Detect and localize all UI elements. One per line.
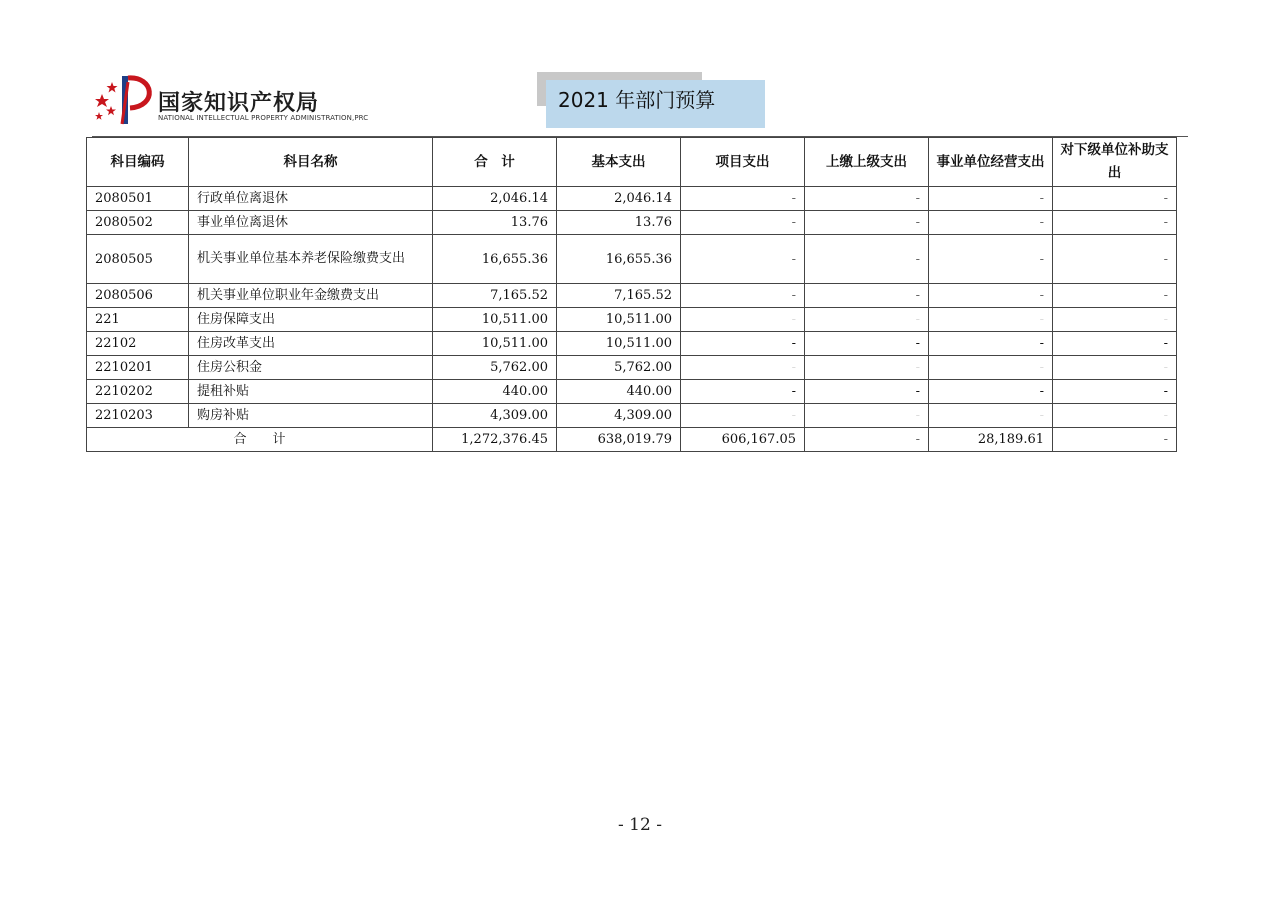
total-cell-total: 1,272,376.45 [433,428,557,452]
cell-name: 住房保障支出 [189,308,433,332]
cell-subsidy: - [1053,332,1177,356]
cell-subsidy: - [1053,404,1177,428]
cell-business: - [929,308,1053,332]
cell-total: 16,655.36 [433,235,557,284]
cell-upper: - [805,356,929,380]
cell-project: - [681,284,805,308]
col-header-upper: 上缴上级支出 [805,138,929,187]
cell-name: 住房公积金 [189,356,433,380]
cell-business: - [929,404,1053,428]
cell-basic: 7,165.52 [557,284,681,308]
cell-upper: - [805,380,929,404]
table-row [87,235,1177,284]
table-row [87,356,1177,380]
page-number: - 12 - [618,815,662,835]
cell-total: 7,165.52 [433,284,557,308]
total-label: 合 计 [87,428,433,452]
cell-subsidy: - [1053,187,1177,211]
table-row [87,404,1177,428]
cell-subsidy: - [1053,380,1177,404]
col-header-name: 科目名称 [189,138,433,187]
cell-code: 2080502 [87,211,189,235]
total-cell-project: 606,167.05 [681,428,805,452]
cell-upper: - [805,332,929,356]
cell-basic: 2,046.14 [557,187,681,211]
logo-en-text: NATIONAL INTELLECTUAL PROPERTY ADMINISTRATION,PRC [158,114,369,122]
cell-subsidy: - [1053,284,1177,308]
cell-basic: 13.76 [557,211,681,235]
cell-upper: - [805,308,929,332]
cell-name: 行政单位离退休 [189,187,433,211]
table-row [87,332,1177,356]
cell-code: 22102 [87,332,189,356]
cell-basic: 16,655.36 [557,235,681,284]
cell-business: - [929,332,1053,356]
cell-subsidy: - [1053,356,1177,380]
cell-name: 机关事业单位基本养老保险缴费支出 [189,235,433,284]
total-cell-business: 28,189.61 [929,428,1053,452]
total-row [87,428,1177,452]
cell-project: - [681,332,805,356]
cell-code: 2210201 [87,356,189,380]
cell-project: - [681,235,805,284]
nipa-logo [92,72,402,128]
cell-project: - [681,308,805,332]
cell-total: 440.00 [433,380,557,404]
col-header-subsidy: 对下级单位补助支出 [1053,138,1177,187]
cell-business: - [929,380,1053,404]
cell-total: 13.76 [433,211,557,235]
total-cell-basic: 638,019.79 [557,428,681,452]
logo-cn-text: 国家知识产权局 [158,91,320,116]
cell-name: 提租补贴 [189,380,433,404]
cell-code: 2080506 [87,284,189,308]
cell-project: - [681,380,805,404]
budget-table [86,137,1177,452]
cell-code: 2210202 [87,380,189,404]
cell-name: 住房改革支出 [189,332,433,356]
cell-subsidy: - [1053,308,1177,332]
cell-business: - [929,211,1053,235]
cell-upper: - [805,404,929,428]
cell-name: 机关事业单位职业年金缴费支出 [189,284,433,308]
cell-basic: 4,309.00 [557,404,681,428]
cell-total: 2,046.14 [433,187,557,211]
cell-subsidy: - [1053,235,1177,284]
cell-project: - [681,211,805,235]
cell-code: 2080505 [87,235,189,284]
cell-business: - [929,235,1053,284]
table-header-row [87,138,1177,187]
table-row [87,211,1177,235]
cell-business: - [929,284,1053,308]
col-header-basic: 基本支出 [557,138,681,187]
cell-basic: 10,511.00 [557,308,681,332]
cell-project: - [681,187,805,211]
cell-subsidy: - [1053,211,1177,235]
cell-upper: - [805,211,929,235]
cell-basic: 5,762.00 [557,356,681,380]
cell-basic: 10,511.00 [557,332,681,356]
cell-name: 事业单位离退休 [189,211,433,235]
cell-upper: - [805,187,929,211]
total-cell-subsidy: - [1053,428,1177,452]
table-row [87,187,1177,211]
cell-business: - [929,187,1053,211]
cell-total: 4,309.00 [433,404,557,428]
table-row [87,308,1177,332]
col-header-total: 合 计 [433,138,557,187]
col-header-code: 科目编码 [87,138,189,187]
cell-upper: - [805,284,929,308]
cell-project: - [681,356,805,380]
col-header-business: 事业单位经营支出 [929,138,1053,187]
cell-upper: - [805,235,929,284]
cell-code: 2080501 [87,187,189,211]
table-row [87,380,1177,404]
cell-basic: 440.00 [557,380,681,404]
cell-total: 10,511.00 [433,308,557,332]
cell-project: - [681,404,805,428]
cell-code: 2210203 [87,404,189,428]
page-title: 2021 年部门预算 [546,80,765,128]
cell-business: - [929,356,1053,380]
table-row [87,284,1177,308]
nipa-emblem-icon [92,72,158,128]
col-header-project: 项目支出 [681,138,805,187]
total-cell-upper: - [805,428,929,452]
cell-total: 5,762.00 [433,356,557,380]
cell-total: 10,511.00 [433,332,557,356]
cell-code: 221 [87,308,189,332]
cell-name: 购房补贴 [189,404,433,428]
